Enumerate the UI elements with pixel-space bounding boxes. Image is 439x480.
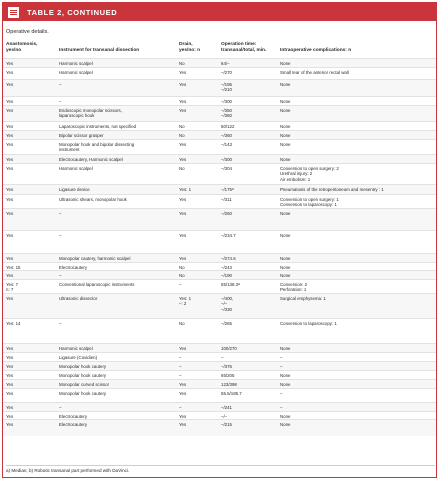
cell-drain: – [179,405,182,410]
cell-drain: Yes [179,382,187,387]
cell-operation-time: –/311 [221,197,232,202]
cell-complications: – [280,405,283,410]
cell-anastomosis: Yes [6,197,14,202]
cell-complications: None [280,265,291,270]
cell-drain: Yes: 1 [179,187,192,192]
cell-anastomosis: Yes [6,187,14,192]
table-row [3,262,436,270]
cell-drain: No [179,166,185,171]
cell-operation-time: –/195 –/210 [221,82,232,93]
cell-instrument: Ultrasonic shears, monopolar hook [59,197,127,202]
cell-drain: Yes [179,108,187,113]
cell-instrument: Ligasure device [59,187,90,192]
cell-operation-time: –/143 [221,142,232,147]
cell-complications: – [280,391,283,396]
cell-drain: – [179,282,182,287]
table-row [3,419,436,436]
table-header-bar [3,3,436,21]
cell-anastomosis: Yes: 15 [6,265,21,270]
cell-complications: None [280,373,291,378]
cell-instrument: Ligasure (Covidien) [59,355,98,360]
column-header-instrument: Instrument for transanal dissection [59,48,140,53]
cell-instrument: Harmonic scalpel [59,166,93,171]
table-row [3,253,436,262]
cell-operation-time: –/376 [221,364,232,369]
cell-drain: Yes [179,233,187,238]
table-caption: Operative details. [6,29,49,35]
cell-anastomosis: Yes [6,82,14,87]
table-row [3,154,436,163]
cell-complications: None [280,233,291,238]
cell-operation-time: –/360 [221,133,232,138]
cell-instrument: Monopolar hook cautery [59,364,107,369]
cell-instrument: – [59,211,62,216]
table-row [3,194,436,208]
cell-instrument: Bipolar scissor grasper [59,133,104,138]
cell-instrument: Ultrasonic dissector [59,296,98,301]
cell-drain: No [179,133,185,138]
cell-instrument: Endoscopic monopolar scissors, laparoscopic hook [59,108,122,119]
cell-complications: None [280,99,291,104]
cell-complications: None [280,256,291,261]
cell-drain: – [179,355,182,360]
cell-instrument: Harmonic scalpel [59,61,93,66]
cell-complications: None [280,142,291,147]
cell-drain: Yes [179,157,187,162]
cell-complications: None [280,108,291,113]
cell-anastomosis: Yes: 14 [6,321,21,326]
table-row [3,139,436,154]
cell-operation-time: –/300 [221,157,232,162]
table-row [3,230,436,253]
cell-anastomosis: Yes [6,346,14,351]
cell-operation-time: –/260 [221,211,232,216]
table-row [3,79,436,96]
table-row [3,402,436,411]
cell-drain: Yes [179,82,187,87]
cell-anastomosis: Yes [6,142,14,147]
cell-operation-time: –/243 [221,265,232,270]
table-icon [8,7,19,18]
table-body [3,58,436,436]
cell-instrument: Monopolar hook and bipolar dissecting instrument [59,142,135,153]
table-title: TABLE 2, CONTINUED [27,7,118,17]
cell-operation-time: –/234.7 [221,233,236,238]
cell-instrument: – [59,82,62,87]
cell-anastomosis: Yes [6,256,14,261]
table-row [3,121,436,130]
cell-complications: None [280,273,291,278]
table-row [3,279,436,293]
cell-operation-time: –/270 [221,70,232,75]
cell-complications: None [280,382,291,387]
table-row [3,184,436,194]
cell-complications: None [280,61,291,66]
cell-drain: No [179,61,185,66]
cell-complications: None [280,82,291,87]
cell-operation-time: 50/122 [221,124,235,129]
cell-anastomosis: Yes [6,133,14,138]
cell-anastomosis: Yes [6,414,14,419]
cell-complications: None [280,133,291,138]
cell-anastomosis: Yes [6,124,14,129]
cell-operation-time: –/175ᵃ [221,187,234,192]
cell-complications: Surgical emphysema: 1 [280,296,326,301]
cell-complications: Pneumatosis of the retroperitoneum and mesentry : 1 [280,187,384,192]
cell-anastomosis: Yes [6,391,14,396]
table-row [3,379,436,388]
table-row [3,318,436,343]
cell-anastomosis: Yes [6,422,14,427]
table-row [3,208,436,230]
cell-anastomosis: Yes: 7 n: 7 [6,282,19,293]
cell-anastomosis: Yes [6,382,14,387]
cell-anastomosis: Yes [6,405,14,410]
cell-operation-time: –/274.6 [221,256,236,261]
cell-complications: Small tear of the anterior rectal wall [280,70,349,75]
cell-complications: Conversion to laparoscopy: 1 [280,321,337,326]
cell-complications: – [280,364,283,369]
cell-anastomosis: Yes [6,273,14,278]
cell-anastomosis: Yes [6,157,14,162]
cell-anastomosis: Yes [6,373,14,378]
cell-operation-time: 123/398 [221,382,237,387]
cell-instrument: – [59,233,62,238]
table-row [3,58,436,67]
table-row [3,163,436,184]
cell-instrument: Monopolar hook cautery [59,391,107,396]
table-row [3,411,436,419]
column-header-drain: Drain, yes/no: n [179,42,201,54]
cell-complications: None [280,211,291,216]
cell-operation-time: –/304 [221,166,232,171]
table-row [3,361,436,370]
cell-drain: Yes: 1 –: 2 [179,296,192,307]
cell-operation-time: –/300 [221,99,232,104]
cell-complications: Conversion: 2 Perforation: 1 [280,282,308,293]
cell-drain: Yes [179,414,187,419]
cell-complications: None [280,346,291,351]
cell-operation-time: –/190 [221,273,232,278]
cell-drain: Yes [179,391,187,396]
cell-drain: No [179,321,185,326]
cell-instrument: Conventional laparoscopic instruments [59,282,135,287]
cell-operation-time: 65/205 [221,373,235,378]
table-frame [2,2,437,478]
cell-drain: Yes [179,422,187,427]
cell-drain: Yes [179,142,187,147]
table-footnote: a) Median; b) Robotic transanal part performed with DaVinci. [6,465,435,473]
table-row [3,67,436,79]
cell-drain: Yes [179,211,187,216]
cell-anastomosis: Yes [6,166,14,171]
cell-operation-time: –/400, –/– –/330 [221,296,234,312]
cell-operation-time: 64/– [221,61,230,66]
cell-drain: Yes [179,346,187,351]
cell-operation-time: 100/270 [221,346,237,351]
cell-drain: No [179,273,185,278]
cell-instrument: Electrocautery [59,422,88,427]
table-row [3,343,436,352]
cell-drain: Yes [179,70,187,75]
cell-drain: Yes [179,197,187,202]
table-row [3,105,436,121]
cell-operation-time: – [221,355,224,360]
cell-instrument: – [59,405,62,410]
cell-instrument: Harmonic scalpel [59,346,93,351]
cell-instrument: Harmonic scalpel [59,70,93,75]
table-row [3,130,436,139]
cell-operation-time: –/215 [221,422,232,427]
cell-drain: Yes [179,256,187,261]
cell-complications: None [280,157,291,162]
cell-operation-time: –/265 [221,321,232,326]
cell-instrument: Electrocautery [59,414,88,419]
cell-instrument: Laparoscopic instruments, not specified [59,124,137,129]
cell-anastomosis: Yes [6,355,14,360]
cell-anastomosis: Yes [6,364,14,369]
table-row [3,370,436,379]
cell-operation-time: –/– [221,414,228,419]
cell-anastomosis: Yes [6,61,14,66]
table-row [3,270,436,279]
cell-anastomosis: Yes [6,70,14,75]
table-row [3,293,436,318]
cell-anastomosis: Yes [6,99,14,104]
cell-instrument: Electrocautery, Harmonic scalpel [59,157,123,162]
cell-instrument: Electrocautery [59,265,88,270]
cell-anastomosis: Yes [6,233,14,238]
cell-instrument: Monopolar cautery, harmonic scalpel [59,256,131,261]
table-row [3,388,436,402]
cell-instrument: Monopolar hook cautery [59,373,107,378]
table-row [3,352,436,361]
cell-instrument: – [59,273,62,278]
cell-instrument: – [59,321,62,326]
cell-complications: None [280,414,291,419]
cell-drain: – [179,373,182,378]
table-row [3,96,436,105]
cell-complications: Conversion to open surgery: 1 Conversion to laparoscopy: 1 [280,197,339,208]
cell-operation-time: 55/138.3ᵃ [221,282,240,287]
cell-complications: Conversion to open surgery: 2 Urethral injury: 2 Air embolism: 1 [280,166,339,182]
column-header-complications: Intraoperative complications: n [280,48,352,53]
cell-drain: Yes [179,99,187,104]
column-header-anastomosis: Anastomosis, yes/no [6,42,38,54]
column-header-operation-time: Operation time: transanal/total, min. [221,42,267,54]
cell-operation-time: –/241 [221,405,232,410]
cell-operation-time: –/350 –/360 [221,108,232,119]
cell-anastomosis: Yes [6,296,14,301]
cell-drain: – [179,364,182,369]
cell-operation-time: 55.5/185.7 [221,391,242,396]
cell-anastomosis: Yes [6,108,14,113]
cell-complications: None [280,422,291,427]
cell-anastomosis: Yes [6,211,14,216]
cell-drain: No [179,124,185,129]
cell-instrument: – [59,99,62,104]
cell-drain: No [179,265,185,270]
cell-instrument: Monopolar curved scissor [59,382,110,387]
cell-complications: None [280,124,291,129]
cell-complications: – [280,355,283,360]
